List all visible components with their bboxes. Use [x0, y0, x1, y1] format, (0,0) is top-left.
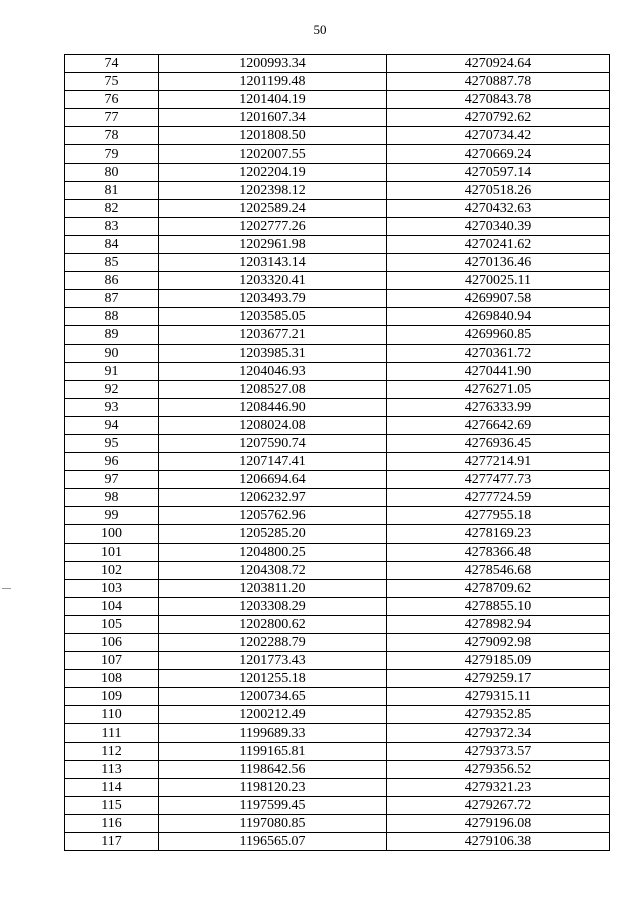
point-number-cell: 97	[65, 471, 159, 489]
y-coordinate-cell: 4270924.64	[387, 55, 610, 73]
table-row	[65, 670, 610, 688]
coordinates-table-body	[65, 55, 610, 851]
table-row	[65, 199, 610, 217]
y-coordinate-cell: 4270432.63	[387, 199, 610, 217]
x-coordinate-cell: 1204308.72	[159, 561, 387, 579]
point-number-cell: 76	[65, 91, 159, 109]
y-coordinate-cell: 4276936.45	[387, 434, 610, 452]
table-row	[65, 742, 610, 760]
point-number-cell: 107	[65, 652, 159, 670]
table-row	[65, 597, 610, 615]
scan-edge-mark	[2, 588, 11, 589]
y-coordinate-cell: 4270361.72	[387, 344, 610, 362]
y-coordinate-cell: 4279267.72	[387, 796, 610, 814]
point-number-cell: 85	[65, 254, 159, 272]
table-row	[65, 127, 610, 145]
x-coordinate-cell: 1201199.48	[159, 73, 387, 91]
x-coordinate-cell: 1204046.93	[159, 362, 387, 380]
table-row	[65, 163, 610, 181]
table-row	[65, 543, 610, 561]
y-coordinate-cell: 4270669.24	[387, 145, 610, 163]
table-row	[65, 507, 610, 525]
x-coordinate-cell: 1206694.64	[159, 471, 387, 489]
point-number-cell: 101	[65, 543, 159, 561]
y-coordinate-cell: 4279352.85	[387, 706, 610, 724]
x-coordinate-cell: 1203320.41	[159, 272, 387, 290]
table-row	[65, 525, 610, 543]
point-number-cell: 93	[65, 398, 159, 416]
y-coordinate-cell: 4270136.46	[387, 254, 610, 272]
x-coordinate-cell: 1202961.98	[159, 235, 387, 253]
point-number-cell: 108	[65, 670, 159, 688]
point-number-cell: 117	[65, 833, 159, 851]
x-coordinate-cell: 1206232.97	[159, 489, 387, 507]
y-coordinate-cell: 4270792.62	[387, 109, 610, 127]
point-number-cell: 98	[65, 489, 159, 507]
x-coordinate-cell: 1201607.34	[159, 109, 387, 127]
point-number-cell: 79	[65, 145, 159, 163]
point-number-cell: 81	[65, 181, 159, 199]
y-coordinate-cell: 4278546.68	[387, 561, 610, 579]
x-coordinate-cell: 1203985.31	[159, 344, 387, 362]
x-coordinate-cell: 1202288.79	[159, 634, 387, 652]
point-number-cell: 80	[65, 163, 159, 181]
x-coordinate-cell: 1201404.19	[159, 91, 387, 109]
point-number-cell: 78	[65, 127, 159, 145]
x-coordinate-cell: 1203493.79	[159, 290, 387, 308]
x-coordinate-cell: 1203585.05	[159, 308, 387, 326]
table-row	[65, 796, 610, 814]
point-number-cell: 92	[65, 380, 159, 398]
table-row	[65, 760, 610, 778]
point-number-cell: 110	[65, 706, 159, 724]
point-number-cell: 111	[65, 724, 159, 742]
y-coordinate-cell: 4279106.38	[387, 833, 610, 851]
point-number-cell: 82	[65, 199, 159, 217]
point-number-cell: 77	[65, 109, 159, 127]
table-row	[65, 615, 610, 633]
point-number-cell: 74	[65, 55, 159, 73]
y-coordinate-cell: 4279185.09	[387, 652, 610, 670]
y-coordinate-cell: 4278855.10	[387, 597, 610, 615]
table-row	[65, 290, 610, 308]
table-row	[65, 706, 610, 724]
y-coordinate-cell: 4279373.57	[387, 742, 610, 760]
table-row	[65, 91, 610, 109]
point-number-cell: 116	[65, 814, 159, 832]
point-number-cell: 87	[65, 290, 159, 308]
x-coordinate-cell: 1203308.29	[159, 597, 387, 615]
page-number: 50	[313, 22, 327, 37]
x-coordinate-cell: 1200212.49	[159, 706, 387, 724]
y-coordinate-cell: 4269907.58	[387, 290, 610, 308]
table-row	[65, 362, 610, 380]
y-coordinate-cell: 4279372.34	[387, 724, 610, 742]
point-number-cell: 99	[65, 507, 159, 525]
point-number-cell: 105	[65, 615, 159, 633]
point-number-cell: 90	[65, 344, 159, 362]
x-coordinate-cell: 1208446.90	[159, 398, 387, 416]
table-row	[65, 634, 610, 652]
y-coordinate-cell: 4277955.18	[387, 507, 610, 525]
y-coordinate-cell: 4279196.08	[387, 814, 610, 832]
y-coordinate-cell: 4277477.73	[387, 471, 610, 489]
table-row	[65, 308, 610, 326]
table-row	[65, 652, 610, 670]
y-coordinate-cell: 4270241.62	[387, 235, 610, 253]
x-coordinate-cell: 1207590.74	[159, 434, 387, 452]
point-number-cell: 112	[65, 742, 159, 760]
y-coordinate-cell: 4270025.11	[387, 272, 610, 290]
x-coordinate-cell: 1207147.41	[159, 453, 387, 471]
y-coordinate-cell: 4269840.94	[387, 308, 610, 326]
x-coordinate-cell: 1197080.85	[159, 814, 387, 832]
table-row	[65, 453, 610, 471]
y-coordinate-cell: 4270734.42	[387, 127, 610, 145]
x-coordinate-cell: 1196565.07	[159, 833, 387, 851]
x-coordinate-cell: 1201255.18	[159, 670, 387, 688]
y-coordinate-cell: 4270887.78	[387, 73, 610, 91]
table-row	[65, 833, 610, 851]
x-coordinate-cell: 1202800.62	[159, 615, 387, 633]
x-coordinate-cell: 1202204.19	[159, 163, 387, 181]
table-row	[65, 55, 610, 73]
y-coordinate-cell: 4276271.05	[387, 380, 610, 398]
y-coordinate-cell: 4277724.59	[387, 489, 610, 507]
y-coordinate-cell: 4278709.62	[387, 579, 610, 597]
table-row	[65, 344, 610, 362]
point-number-cell: 103	[65, 579, 159, 597]
point-number-cell: 86	[65, 272, 159, 290]
x-coordinate-cell: 1201773.43	[159, 652, 387, 670]
x-coordinate-cell: 1199165.81	[159, 742, 387, 760]
point-number-cell: 100	[65, 525, 159, 543]
y-coordinate-cell: 4270441.90	[387, 362, 610, 380]
y-coordinate-cell: 4279092.98	[387, 634, 610, 652]
y-coordinate-cell: 4269960.85	[387, 326, 610, 344]
y-coordinate-cell: 4278366.48	[387, 543, 610, 561]
y-coordinate-cell: 4270340.39	[387, 217, 610, 235]
table-row	[65, 235, 610, 253]
x-coordinate-cell: 1205285.20	[159, 525, 387, 543]
x-coordinate-cell: 1203811.20	[159, 579, 387, 597]
table-row	[65, 181, 610, 199]
x-coordinate-cell: 1208527.08	[159, 380, 387, 398]
x-coordinate-cell: 1198120.23	[159, 778, 387, 796]
coordinates-table	[64, 54, 610, 851]
point-number-cell: 102	[65, 561, 159, 579]
x-coordinate-cell: 1198642.56	[159, 760, 387, 778]
point-number-cell: 113	[65, 760, 159, 778]
y-coordinate-cell: 4276333.99	[387, 398, 610, 416]
table-row	[65, 109, 610, 127]
table-row	[65, 814, 610, 832]
x-coordinate-cell: 1203677.21	[159, 326, 387, 344]
point-number-cell: 115	[65, 796, 159, 814]
point-number-cell: 106	[65, 634, 159, 652]
y-coordinate-cell: 4279259.17	[387, 670, 610, 688]
table-row	[65, 326, 610, 344]
y-coordinate-cell: 4270843.78	[387, 91, 610, 109]
table-row	[65, 416, 610, 434]
point-number-cell: 114	[65, 778, 159, 796]
table-row	[65, 724, 610, 742]
point-number-cell: 104	[65, 597, 159, 615]
point-number-cell: 96	[65, 453, 159, 471]
y-coordinate-cell: 4270597.14	[387, 163, 610, 181]
y-coordinate-cell: 4276642.69	[387, 416, 610, 434]
table-row	[65, 434, 610, 452]
y-coordinate-cell: 4278982.94	[387, 615, 610, 633]
point-number-cell: 89	[65, 326, 159, 344]
table-row	[65, 217, 610, 235]
table-row	[65, 471, 610, 489]
y-coordinate-cell: 4270518.26	[387, 181, 610, 199]
x-coordinate-cell: 1197599.45	[159, 796, 387, 814]
point-number-cell: 88	[65, 308, 159, 326]
x-coordinate-cell: 1208024.08	[159, 416, 387, 434]
x-coordinate-cell: 1202398.12	[159, 181, 387, 199]
x-coordinate-cell: 1200734.65	[159, 688, 387, 706]
table-row	[65, 380, 610, 398]
point-number-cell: 75	[65, 73, 159, 91]
point-number-cell: 91	[65, 362, 159, 380]
table-row	[65, 778, 610, 796]
x-coordinate-cell: 1205762.96	[159, 507, 387, 525]
table-row	[65, 254, 610, 272]
x-coordinate-cell: 1202007.55	[159, 145, 387, 163]
y-coordinate-cell: 4279356.52	[387, 760, 610, 778]
y-coordinate-cell: 4279315.11	[387, 688, 610, 706]
x-coordinate-cell: 1203143.14	[159, 254, 387, 272]
table-row	[65, 561, 610, 579]
table-row	[65, 398, 610, 416]
x-coordinate-cell: 1202589.24	[159, 199, 387, 217]
x-coordinate-cell: 1199689.33	[159, 724, 387, 742]
point-number-cell: 94	[65, 416, 159, 434]
table-row	[65, 489, 610, 507]
y-coordinate-cell: 4277214.91	[387, 453, 610, 471]
x-coordinate-cell: 1204800.25	[159, 543, 387, 561]
x-coordinate-cell: 1200993.34	[159, 55, 387, 73]
y-coordinate-cell: 4279321.23	[387, 778, 610, 796]
table-row	[65, 145, 610, 163]
point-number-cell: 109	[65, 688, 159, 706]
y-coordinate-cell: 4278169.23	[387, 525, 610, 543]
table-row	[65, 688, 610, 706]
table-row	[65, 579, 610, 597]
point-number-cell: 83	[65, 217, 159, 235]
x-coordinate-cell: 1202777.26	[159, 217, 387, 235]
point-number-cell: 84	[65, 235, 159, 253]
table-row	[65, 272, 610, 290]
x-coordinate-cell: 1201808.50	[159, 127, 387, 145]
point-number-cell: 95	[65, 434, 159, 452]
table-row	[65, 73, 610, 91]
